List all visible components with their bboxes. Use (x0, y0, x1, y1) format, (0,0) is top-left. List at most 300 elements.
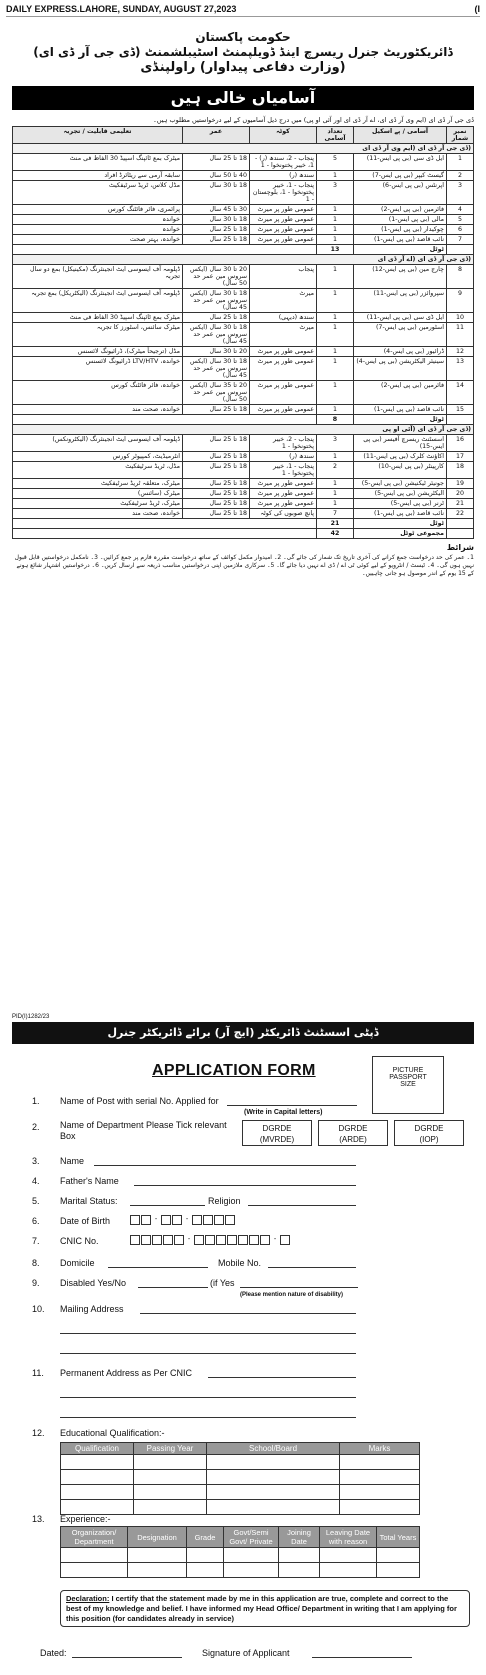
exp-cell[interactable] (61, 1548, 128, 1563)
cell-qualification: مڈل (ترجیحاً میٹرک)، ڈرائیونگ لائسنس (13, 347, 183, 357)
cell-qualification: سابقہ آرمی سے ریٹائرڈ افراد (13, 171, 183, 181)
field-disabled-row (12, 1276, 472, 1298)
cell-quota: میرٹ (250, 323, 317, 347)
group-title: (ڈی جی آر ڈی ای (آئی او پی (13, 425, 474, 435)
vacancy-row (13, 265, 474, 289)
total-spacer (447, 529, 474, 539)
cell-age: 40 تا 50 سال (183, 171, 250, 181)
dob-label: Date of Birth (60, 1216, 111, 1226)
cell-qty: 1 (317, 489, 354, 499)
education-row (61, 1455, 420, 1470)
cell-serial: 9 (447, 289, 474, 313)
cell-quota: عمومی طور پر میرٹ (250, 235, 317, 245)
photo-label-3: SIZE (400, 1081, 416, 1088)
cell-age: 18 تا 25 سال (183, 489, 250, 499)
field-marital-row (12, 1194, 472, 1208)
exp-cell[interactable] (187, 1563, 224, 1578)
vacancy-row (13, 479, 474, 489)
field-domicile-row (12, 1256, 472, 1270)
group-total-row (13, 245, 474, 255)
disability-nature-input[interactable] (240, 1276, 358, 1288)
total-label: ٹوٹل (354, 245, 447, 255)
experience-header-row (61, 1527, 420, 1548)
father-name-input[interactable] (134, 1174, 356, 1186)
cell-post: اسٹورمین (بی پی ایس-7) (354, 323, 447, 347)
disabled-input[interactable] (138, 1276, 208, 1288)
exp-cell[interactable] (320, 1563, 377, 1578)
cell-qualification: خواندہ، صحت مند (13, 509, 183, 519)
cell-post: نائب قاصد (بی پی ایس-1) (354, 509, 447, 519)
total-spacer (13, 529, 317, 539)
cell-quota: پنجاب (250, 265, 317, 289)
cell-post: فائرمین (بی پی ایس-2) (354, 381, 447, 405)
father-name-label: Father's Name (60, 1176, 119, 1186)
cell-qty: 3 (317, 181, 354, 205)
cell-serial: 3 (447, 181, 474, 205)
item-number: 12. (32, 1428, 45, 1438)
cell-quota: سندھ (ر) (250, 452, 317, 462)
exp-col-govt: Govt/Semi Govt/ Private (224, 1527, 279, 1548)
cell-age: 18 تا 25 سال (183, 313, 250, 323)
cell-qty: 1 (317, 479, 354, 489)
permanent-address-line-3[interactable] (60, 1406, 356, 1418)
edu-cell[interactable] (340, 1455, 420, 1470)
cell-age: 18 تا 25 سال (183, 225, 250, 235)
cell-post: اسسٹنٹ ریسرچ آفیسر (بی پی ایس-15) (354, 435, 447, 452)
field-permanent-row (12, 1366, 472, 1380)
edu-cell[interactable] (134, 1470, 207, 1485)
cell-post: سپروائزر (بی پی ایس-11) (354, 289, 447, 313)
exp-cell[interactable] (377, 1548, 420, 1563)
total-spacer (13, 519, 317, 529)
vacancy-row (13, 452, 474, 462)
col-age: عمر (183, 127, 250, 144)
cell-age: 18 تا 30 سال (183, 215, 250, 225)
item-number: 5. (32, 1196, 40, 1206)
dept-arde-checkbox[interactable]: DGRDE (ARDE) (318, 1120, 388, 1146)
education-row (61, 1470, 420, 1485)
cell-post: فائرمین (بی پی ایس-2) (354, 205, 447, 215)
cell-serial: 13 (447, 357, 474, 381)
conditions-text: 1۔ عمر کی حد درخواست جمع کرانے کی آخری تاریخ تک شمار کی جائے گی۔ 2۔ امیدوار مکمل کوائف کے ساتھ درخواست مقررہ فارم پر جمع کرائیں۔ 3۔ نامکمل درخواستیں قابل قبول نہیں ہوں گی۔ 4۔ ٹیسٹ / انٹرویو کے لیے کوئی ٹی اے / ڈی اے نہیں دیا جائے گا۔ 5۔ سرکاری ملازمین اپنی درخواستیں مناسب ذریعہ سے ارسال کریں۔ 6۔ درخواستیں اشتہار شائع ہونے کے 15 یوم کے اندر موصول ہو جانی چاہییں۔ (14, 554, 474, 578)
photo-label-1: PICTURE (392, 1067, 424, 1074)
cell-qty: 1 (317, 265, 354, 289)
cell-serial: 7 (447, 235, 474, 245)
experience-table (60, 1526, 420, 1578)
vacancy-row (13, 405, 474, 415)
cell-serial: 5 (447, 215, 474, 225)
field-mailing-row (12, 1302, 472, 1316)
cell-qty: 1 (317, 405, 354, 415)
mailing-address-input[interactable] (140, 1302, 356, 1314)
cell-quota: عمومی طور پر میرٹ (250, 489, 317, 499)
exp-col-leaving: Leaving Date with reason (320, 1527, 377, 1548)
cell-serial: 6 (447, 225, 474, 235)
cell-qualification: مڈل کلاس، ٹریڈ سرٹیفکیٹ (13, 181, 183, 205)
dept-iop-checkbox[interactable]: DGRDE (IOP) (394, 1120, 464, 1146)
cell-qty: 1 (317, 205, 354, 215)
item-number: 2. (32, 1122, 40, 1132)
cell-quota: عمومی طور پر میرٹ (250, 215, 317, 225)
vacancy-advertisement (12, 20, 474, 1020)
cell-serial: 22 (447, 509, 474, 519)
exp-col-designation: Designation (128, 1527, 187, 1548)
total-label: ٹوٹل (354, 519, 447, 529)
cell-age: 18 تا 25 سال (183, 452, 250, 462)
item-number: 3. (32, 1156, 40, 1166)
total-spacer (447, 245, 474, 255)
intro-text: ڈی جی آر ڈی ای (ایم وی آر ڈی ای، اے آر ڈی ای اور آئی او پی) میں درج ذیل آسامیوں کے لیے درخواستیں مطلوب ہیں۔ (152, 116, 474, 125)
cell-qty: 1 (317, 289, 354, 313)
domicile-label: Domicile (60, 1258, 95, 1268)
cell-qualification: خواندہ (13, 215, 183, 225)
vacancy-row (13, 435, 474, 452)
department-label: Name of Department Please Tick relevant Box (60, 1120, 227, 1141)
signature-label: Signature of Applicant (202, 1648, 290, 1658)
group-title: (ڈی جی آر ڈی ای (اے آر ڈی ای (13, 255, 474, 265)
cell-age: 18 تا 30 سال (183, 181, 250, 205)
vacancy-table-header (13, 127, 474, 144)
group-header-row (13, 425, 474, 435)
page-number: (I (474, 4, 480, 14)
edu-cell[interactable] (61, 1470, 134, 1485)
item-number: 7. (32, 1236, 40, 1246)
cell-qualification: انٹرمیڈیٹ، کمپیوٹر کورس (13, 452, 183, 462)
edu-col-school: School/Board (207, 1443, 340, 1455)
domicile-input[interactable] (108, 1256, 208, 1268)
cell-quota: عمومی طور پر میرٹ (250, 205, 317, 215)
cell-post: سینیئر الیکٹریشن (بی پی ایس-4) (354, 357, 447, 381)
edu-cell[interactable] (207, 1455, 340, 1470)
cell-post: کارپینٹر (بی پی ایس-10) (354, 462, 447, 479)
vacancy-row (13, 381, 474, 405)
cell-qualification: میٹرک، متعلقہ ٹریڈ سرٹیفکیٹ (13, 479, 183, 489)
capital-letters-note: (Write in Capital letters) (244, 1109, 323, 1116)
exp-cell[interactable] (128, 1548, 187, 1563)
exp-col-joining: Joining Date (279, 1527, 320, 1548)
field-signature-row (12, 1646, 472, 1660)
vacancy-row (13, 181, 474, 205)
permanent-address-label: Permanent Address as Per CNIC (60, 1368, 193, 1378)
cell-qualification: میٹرک بمع ٹائپنگ اسپیڈ 30 الفاظ فی منٹ (13, 313, 183, 323)
cell-serial: 11 (447, 323, 474, 347)
permanent-address-input[interactable] (208, 1366, 356, 1378)
cell-post: اکاؤنٹ کلرک (بی پی ایس-11) (354, 452, 447, 462)
cell-qualification: میٹرک سائنس، اسٹورز کا تجربہ (13, 323, 183, 347)
col-quota: کوٹہ (250, 127, 317, 144)
col-serial: نمبر شمار (447, 127, 474, 144)
declaration-heading: Declaration: (66, 1594, 110, 1603)
cell-post: نائب قاصد (بی پی ایس-1) (354, 405, 447, 415)
mailing-address-label: Mailing Address (60, 1304, 124, 1314)
cell-post: ڈرائیور (بی پی ایس-4) (354, 347, 447, 357)
dob-input[interactable]: - - (130, 1215, 236, 1226)
cell-qualification: ڈپلومہ آف ایسوسی ایٹ انجینئرنگ (مکینیکل) بمع دو سال تجربہ (13, 265, 183, 289)
item-number: 10. (32, 1304, 45, 1314)
cell-post: چارج مین (بی پی ایس-12) (354, 265, 447, 289)
field-father-row (12, 1174, 472, 1188)
col-post: آسامی / پے اسکیل (354, 127, 447, 144)
field-education-row (12, 1426, 472, 1440)
total-spacer (447, 415, 474, 425)
exp-cell[interactable] (377, 1563, 420, 1578)
cell-qualification: خواندہ (13, 225, 183, 235)
exp-cell[interactable] (279, 1548, 320, 1563)
group-total-row (13, 519, 474, 529)
total-label: ٹوٹل (354, 415, 447, 425)
grand-total-label: مجموعی ٹوٹل (354, 529, 447, 539)
if-yes-label: (if Yes (210, 1278, 235, 1288)
cell-qualification: مڈل، ٹریڈ سرٹیفکیٹ (13, 462, 183, 479)
cell-age: 30 تا 45 سال (183, 205, 250, 215)
cell-serial: 18 (447, 462, 474, 479)
cnic-input[interactable]: - - (130, 1235, 291, 1246)
exp-cell[interactable] (224, 1563, 279, 1578)
total-spacer (447, 519, 474, 529)
exp-col-organization: Organization/ Department (61, 1527, 128, 1548)
vacancies-banner: آسامیاں خالی ہیں (12, 86, 474, 110)
vacancy-row (13, 509, 474, 519)
cell-post: الیکٹریشن (بی پی ایس-5) (354, 489, 447, 499)
cell-age: 18 تا 25 سال (183, 154, 250, 171)
mobile-label: Mobile No. (218, 1258, 262, 1268)
cell-serial: 17 (447, 452, 474, 462)
exp-cell[interactable] (320, 1548, 377, 1563)
cell-post: نائب قاصد (بی پی ایس-1) (354, 235, 447, 245)
cell-post: مالی (بی پی ایس-1) (354, 215, 447, 225)
vacancy-row (13, 215, 474, 225)
education-table (60, 1442, 420, 1515)
total-spacer (13, 415, 317, 425)
col-qualification: تعلیمی قابلیت / تجربہ (13, 127, 183, 144)
cell-post: اپرنٹس (بی پی ایس-6) (354, 181, 447, 205)
edu-cell[interactable] (61, 1455, 134, 1470)
cell-quota: سندھ (دیہی) (250, 313, 317, 323)
cell-qualification: خواندہ، LTV/HTV ڈرائیونگ لائسنس (13, 357, 183, 381)
edu-col-passing-year: Passing Year (134, 1443, 207, 1455)
conditions-title: شرائط (446, 543, 474, 553)
photo-label-2: PASSPORT (389, 1074, 427, 1081)
cell-serial: 12 (447, 347, 474, 357)
grand-total-count: 42 (317, 529, 354, 539)
cell-post: چوکیدار (بی پی ایس-1) (354, 225, 447, 235)
item-number: 11. (32, 1368, 44, 1378)
exp-cell[interactable] (187, 1548, 224, 1563)
application-form (12, 1050, 474, 1670)
cell-serial: 14 (447, 381, 474, 405)
disabled-label: Disabled Yes/No (60, 1278, 127, 1288)
cell-age: 18 تا 30 سال (ایکس سروس مین عمر حد 45 سال) (183, 323, 250, 347)
item-number: 4. (32, 1176, 40, 1186)
cell-serial: 20 (447, 489, 474, 499)
field-cnic-row (12, 1234, 472, 1248)
edu-cell[interactable] (207, 1470, 340, 1485)
cell-age: 20 تا 30 سال (183, 347, 250, 357)
cell-serial: 15 (447, 405, 474, 415)
cell-quota: پنجاب - 2، سندھ (ر) - 1، خیبر پختونخوا - 1 (250, 154, 317, 171)
cell-quota: پنجاب - 1، خیبر پختونخوا - 1 (250, 462, 317, 479)
cnic-label: CNIC No. (60, 1236, 99, 1246)
cell-serial: 8 (447, 265, 474, 289)
cell-qty: 1 (317, 452, 354, 462)
header-directorate: ڈائریکٹوریٹ جنرل ریسرچ اینڈ ڈویلپمنٹ اسٹیبلشمنٹ (ڈی جی آر ڈی ای) (33, 45, 453, 59)
cell-qty: 5 (317, 154, 354, 171)
cell-quota: عمومی طور پر میرٹ (250, 347, 317, 357)
permanent-address-line-2[interactable] (60, 1386, 356, 1398)
marital-label: Marital Status: (60, 1196, 118, 1206)
edu-cell[interactable] (207, 1485, 340, 1500)
vacancy-table-body (13, 144, 474, 539)
cell-quota: پنجاب - 1، خیبر پختونخوا - 1، بلوچستان - 1 (250, 181, 317, 205)
vacancy-row (13, 347, 474, 357)
religion-input[interactable] (248, 1194, 356, 1206)
education-label: Educational Qualification:- (60, 1428, 165, 1438)
exp-col-total: Total Years (377, 1527, 420, 1548)
dept-mvrde-checkbox[interactable]: DGRDE (MVRDE) (242, 1120, 312, 1146)
conditions-section (12, 543, 474, 578)
edu-cell[interactable] (340, 1470, 420, 1485)
vacancy-row (13, 154, 474, 171)
cell-serial: 19 (447, 479, 474, 489)
header-ministry: (وزارت دفاعی پیداوار) راولپنڈی (140, 60, 346, 75)
mailing-address-line-3[interactable] (60, 1342, 356, 1354)
cell-qualification: ڈپلومہ آف ایسوسی ایٹ انجینئرنگ (الیکٹرونکس) (13, 435, 183, 452)
vacancy-row (13, 171, 474, 181)
cell-post: ٹرنر (بی پی ایس-5) (354, 499, 447, 509)
cell-qty: 1 (317, 381, 354, 405)
cell-qty: 7 (317, 509, 354, 519)
mailing-address-line-2[interactable] (60, 1322, 356, 1334)
vacancy-row (13, 357, 474, 381)
cell-qualification: میٹرک، ٹریڈ سرٹیفکیٹ (13, 499, 183, 509)
post-label: Name of Post with serial No. Applied for (60, 1096, 219, 1106)
cell-quota: عمومی طور پر میرٹ (250, 405, 317, 415)
cell-serial: 10 (447, 313, 474, 323)
cell-serial: 2 (447, 171, 474, 181)
cell-qualification: خواندہ، صحت مند (13, 405, 183, 415)
cell-post: ایل ڈی سی (بی پی ایس-11) (354, 154, 447, 171)
exp-cell[interactable] (224, 1548, 279, 1563)
religion-label: Religion (208, 1196, 241, 1206)
cell-qty: 1 (317, 171, 354, 181)
masthead-text: DAILY EXPRESS.LAHORE, SUNDAY, AUGUST 27,2023 (6, 4, 237, 14)
cell-age: 18 تا 25 سال (183, 509, 250, 519)
cell-serial: 21 (447, 499, 474, 509)
dated-label: Dated: (40, 1648, 67, 1658)
name-label: Name (60, 1156, 85, 1166)
cell-post: ایل ڈی سی (بی پی ایس-11) (354, 313, 447, 323)
experience-row (61, 1563, 420, 1578)
cell-quota: عمومی طور پر میرٹ (250, 479, 317, 489)
experience-label: Experience:- (60, 1514, 111, 1524)
cell-age: 20 تا 30 سال (ایکس سروس مین عمر حد 50 سال) (183, 265, 250, 289)
vacancy-row (13, 313, 474, 323)
cell-quota: سندھ (ر) (250, 171, 317, 181)
field-name-row (12, 1154, 472, 1168)
cell-quota: پانچ صوبوں کی کوٹہ (250, 509, 317, 519)
cell-qty: 1 (317, 499, 354, 509)
edu-col-marks: Marks (340, 1443, 420, 1455)
form-title: APPLICATION FORM (152, 1062, 316, 1079)
signoff-bar: ڈپٹی اسسٹنٹ ڈائریکٹر (ایچ آر) برائے ڈائریکٹر جنرل (12, 1022, 474, 1044)
item-number: 13. (32, 1514, 45, 1524)
exp-cell[interactable] (61, 1563, 128, 1578)
total-count: 8 (317, 415, 354, 425)
cell-qty: 1 (317, 313, 354, 323)
disability-note: (Please mention nature of disability) (240, 1292, 344, 1298)
cell-qty: 2 (317, 462, 354, 479)
pid-number: PID(I)1282/23 (12, 1014, 50, 1020)
cell-age: 18 تا 25 سال (183, 435, 250, 452)
cell-serial: 4 (447, 205, 474, 215)
field-dob-row (12, 1214, 472, 1228)
cell-quota: عمومی طور پر میرٹ (250, 225, 317, 235)
edu-cell[interactable] (61, 1485, 134, 1500)
vacancy-row (13, 462, 474, 479)
edu-cell[interactable] (340, 1485, 420, 1500)
name-input[interactable] (94, 1154, 356, 1166)
cell-age: 18 تا 30 سال (ایکس سروس مین عمر حد 45 سال) (183, 357, 250, 381)
cell-qty: 1 (317, 347, 354, 357)
group-header-row (13, 144, 474, 154)
edu-cell[interactable] (134, 1485, 207, 1500)
marital-input[interactable] (130, 1194, 205, 1206)
cell-qualification: خواندہ، فائر فائٹنگ کورس (13, 381, 183, 405)
cell-age: 18 تا 25 سال (183, 479, 250, 489)
vacancy-row (13, 323, 474, 347)
education-row (61, 1485, 420, 1500)
cell-quota: عمومی طور پر میرٹ (250, 499, 317, 509)
education-header-row (61, 1443, 420, 1455)
mobile-input[interactable] (268, 1256, 356, 1268)
dated-input[interactable] (72, 1646, 182, 1658)
grand-total-row (13, 529, 474, 539)
exp-cell[interactable] (128, 1563, 187, 1578)
cell-age: 20 تا 35 سال (ایکس سروس مین عمر حد 50 سال) (183, 381, 250, 405)
post-input[interactable] (227, 1094, 357, 1106)
item-number: 8. (32, 1258, 40, 1268)
cell-post: گیسٹ کیپر (بی پی ایس-7) (354, 171, 447, 181)
item-number: 6. (32, 1216, 40, 1226)
field-department-row (12, 1120, 472, 1148)
cell-qty: 1 (317, 215, 354, 225)
vacancy-table (12, 126, 474, 539)
cell-qualification: پرائمری، فائر فائٹنگ کورس (13, 205, 183, 215)
cell-qualification: ڈپلومہ آف ایسوسی ایٹ انجینئرنگ (الیکٹریکل) بمع تجربہ (13, 289, 183, 313)
cell-qualification: میٹرک (سائنس) (13, 489, 183, 499)
exp-col-grade: Grade (187, 1527, 224, 1548)
cell-post: جونیئر ٹیکنیشن (بی پی ایس-5) (354, 479, 447, 489)
cell-age: 18 تا 25 سال (183, 235, 250, 245)
declaration-text: I certify that the statement made by me in this application are true, complete and correct to the best of my knowledge and belief. I have informed my Head Office/ Department in writing that I am applying for this position (for candidates already in service) (66, 1594, 457, 1623)
field-post-row (12, 1094, 472, 1116)
cell-qty: 1 (317, 357, 354, 381)
vacancy-row (13, 489, 474, 499)
cell-qty: 1 (317, 235, 354, 245)
total-count: 13 (317, 245, 354, 255)
exp-cell[interactable] (279, 1563, 320, 1578)
edu-cell[interactable] (134, 1455, 207, 1470)
cell-quota: میرٹ (250, 289, 317, 313)
signature-input[interactable] (312, 1646, 412, 1658)
vacancy-row (13, 205, 474, 215)
newspaper-masthead (6, 4, 480, 17)
cell-quota: عمومی طور پر میرٹ (250, 357, 317, 381)
cell-qualification: میٹرک بمع ٹائپنگ اسپیڈ 30 الفاظ فی منٹ (13, 154, 183, 171)
field-experience-row (12, 1512, 472, 1526)
cell-qty: 1 (317, 225, 354, 235)
total-spacer (13, 245, 317, 255)
